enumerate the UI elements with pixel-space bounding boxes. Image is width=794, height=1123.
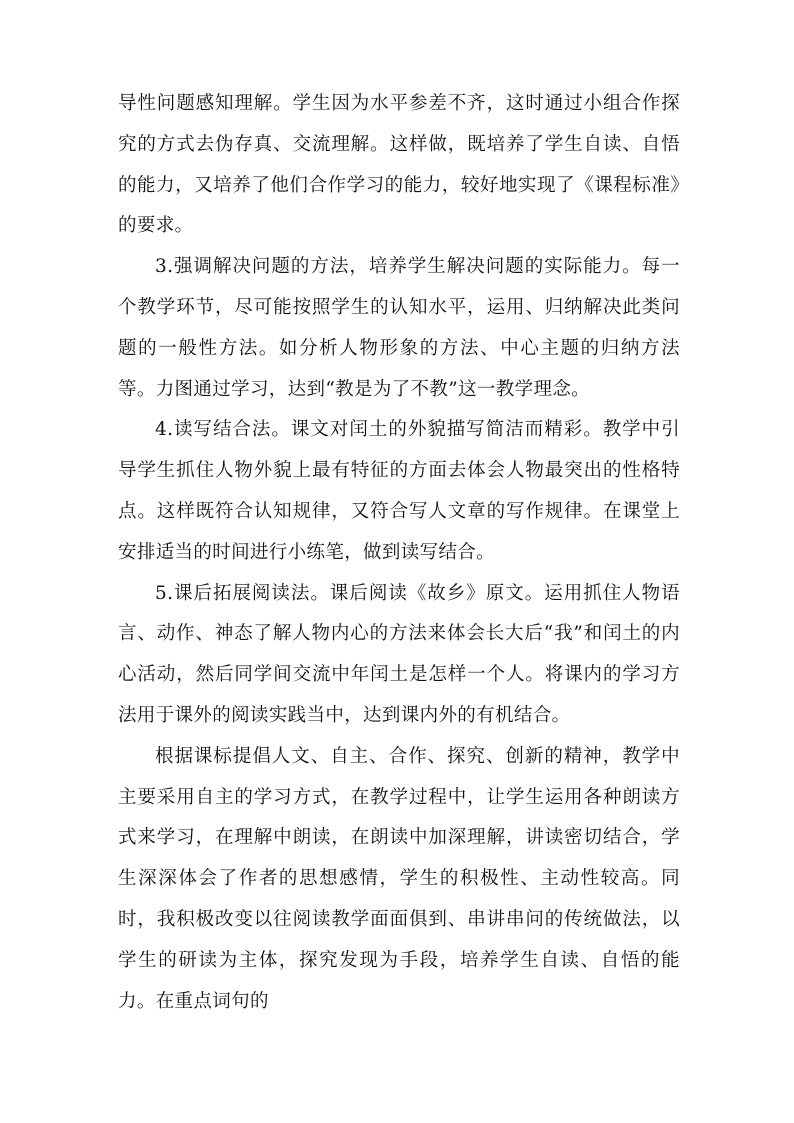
paragraph-5: 根据课标提倡人文、自主、合作、探究、创新的精神，教学中主要采用自主的学习方式，在教学过程中，让学生运用各种朗读方式来学习，在理解中朗读，在朗读中加深理解，讲读密切结合，学生深深体会了作者的思想感情，学生的积极性、主动性较高。同时，我积极改变以往阅读教学面面俱到、串讲串问的传统做法，以学生的研读为主体，探究发现为手段，培养学生自读、自悟的能力。在重点词句的 xyxy=(118,745,680,1012)
paragraph-4: 5.课后拓展阅读法。课后阅读《故乡》原文。运用抓住人物语言、动作、神态了解人物内心的方法来体会长大后“我”和闰土的内心活动，然后同学间交流中年闰土是怎样一个人。将课内的学习方法用于课外的阅读实践当中，达到课内外的有机结合。 xyxy=(118,582,680,726)
paragraph-3: 4.读写结合法。课文对闰土的外貌描写简洁而精彩。教学中引导学生抓住人物外貌上最有特征的方面去体会人物最突出的性格特点。这样既符合认知规律，又符合写人文章的写作规律。在课堂上安排适当的时间进行小练笔，做到读写结合。 xyxy=(118,419,680,563)
paragraph-1: 导性问题感知理解。学生因为水平参差不齐，这时通过小组合作探究的方式去伪存真、交流理解。这样做，既培养了学生自读、自悟的能力，又培养了他们合作学习的能力，较好地实现了《课程标准》的要求。 xyxy=(118,93,680,237)
paragraph-2: 3.强调解决问题的方法，培养学生解决问题的实际能力。每一个教学环节，尽可能按照学生的认知水平，运用、归纳解决此类问题的一般性方法。如分析人物形象的方法、中心主题的归纳方法等。力图通过学习，达到“教是为了不教”这一教学理念。 xyxy=(118,256,680,400)
document-body xyxy=(118,84,680,1022)
